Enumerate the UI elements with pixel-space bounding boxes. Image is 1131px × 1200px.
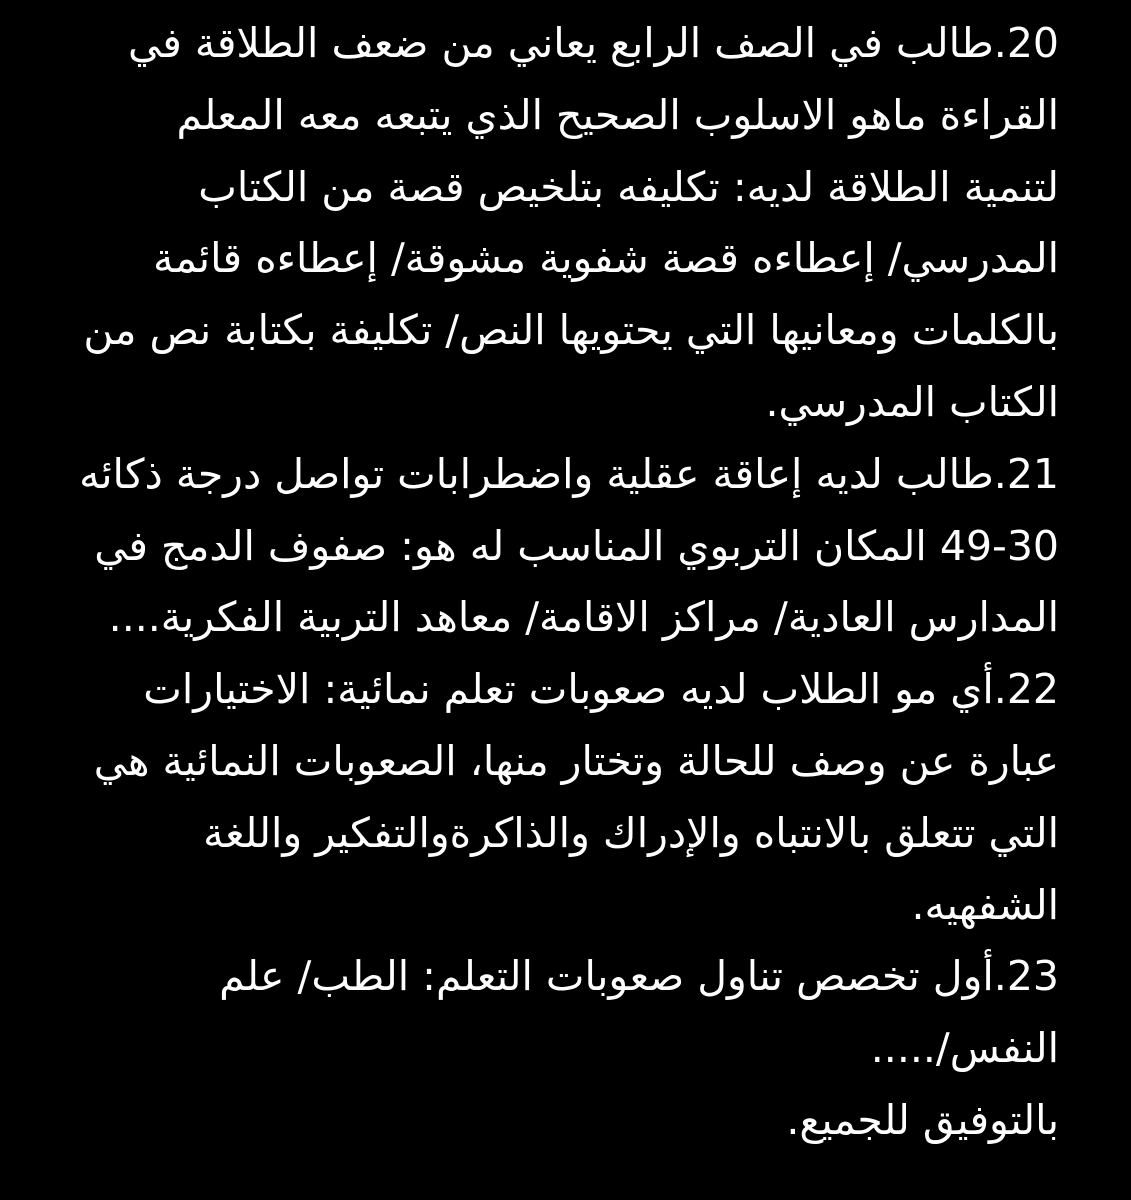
- item-text: طالب في الصف الرابع يعاني من ضعف الطلاقة في القراءة ماهو الاسلوب الصحيح الذي يتبعه معه المعلم لتنمية الطلاقة لديه: تكليفه بتلخيص قصة من الكتاب المدرسي/ إعطاءه قصة شفوية مشوقة/ إعطاءه قائمة بالكلمات ومعانيها التي يحتويها النص/ تكليفة بكتابة نص من الكتاب المدرسي.: [83, 19, 1059, 426]
- item-number: 21.: [993, 449, 1059, 498]
- list-item: [70, 8, 1059, 439]
- closing-line: بالتوفيق للجميع.: [786, 1095, 1059, 1144]
- item-text: طالب لديه إعاقة عقلية واضطرابات تواصل درجة ذكائه 30-49 المكان التربوي المناسب له هو: صفوف الدمج في المدارس العادية/ مراكز الاقامة/ معاهد التربية الفكرية....: [79, 449, 1059, 642]
- list-item: [70, 941, 1059, 1085]
- list-item: [70, 439, 1059, 654]
- item-text: أول تخصص تناول صعوبات التعلم: الطب/ علم النفس/.....: [219, 952, 1059, 1073]
- item-number: 23.: [993, 952, 1059, 1001]
- list-item: [70, 654, 1059, 941]
- item-number: 22.: [993, 665, 1059, 714]
- note-body: [70, 8, 1059, 1157]
- item-number: 20.: [993, 19, 1059, 67]
- item-text: أي مو الطلاب لديه صعوبات تعلم نمائية: الاختيارات عبارة عن وصف للحالة وتختار منها، الصعوبات النمائية هي التي تتعلق بالانتباه والإدراك والذاكرةوالتفكير واللغة الشفهيه.: [93, 665, 1059, 929]
